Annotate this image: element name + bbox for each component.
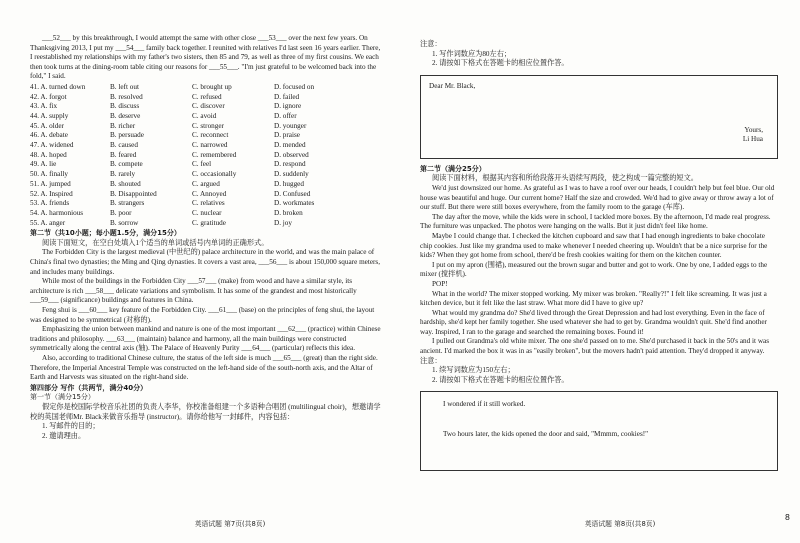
option-cell: D. respond	[274, 160, 306, 169]
section2-instructions: 阅读下面短文，在空白处填入1个适当的单词或括号内单词的正确形式。	[42, 238, 269, 247]
option-cell: 53. A. friends	[30, 199, 70, 208]
corner-page-number: 8	[784, 513, 790, 523]
option-row	[30, 93, 382, 103]
cloze-paragraph-end: ___52___ by this breakthrough, I would attempt the same with other close ___53___ over the next few years. On Thanksgiving 2013, I put my ___54___ family back together. I reunited with relatives I'd last seen 16 years earlier. There, I reestablished my relationships with my father's two sisters, then 85 and 79, as well as three of my first cousins. We each then took turns at the dining-room table citing our reasons for ___55___. "I'm just grateful to be welcomed back into the fold," I said.	[30, 34, 381, 81]
option-cell: C. reconnect	[192, 131, 229, 140]
option-row	[30, 219, 382, 229]
option-cell: 44. A. supply	[30, 112, 69, 121]
option-cell: C. discover	[192, 102, 225, 111]
option-cell: C. feel	[192, 160, 212, 169]
option-row	[30, 209, 382, 219]
story-paragraph: What would my grandma do? She'd lived through the Great Depression and had lost everything. Even in the face of hardship, she'd kept her family together. She used whatever she had to get by. Grandma wouldn't quit. She'd find another way. Inspired, I ran to the garage and searched the remaining boxes. Found it!	[420, 308, 767, 336]
option-cell: C. argued	[192, 179, 220, 188]
option-cell: D. joy	[274, 218, 292, 227]
part4-point-1: 1. 写邮件的目的；	[42, 422, 100, 431]
option-cell: B. sorrow	[110, 218, 139, 227]
option-cell: D. failed	[274, 92, 300, 101]
option-cell: B. rarely	[110, 170, 136, 179]
writing-sec2-instructions: 阅读下面材料，根据其内容和所给段落开头语续写两段，使之构成一篇完整的短文。	[432, 174, 698, 183]
option-cell: B. caused	[110, 141, 138, 150]
story-paragraph: I pulled out Grandma's old white mixer. The one she'd passed on to me. She'd purchased it back in the 50's and it was ancient. I'd marked the box it was in as "easily broken", but the movers hadn't paid attention. They'd dropped it anyway.	[420, 337, 770, 356]
option-row	[30, 170, 382, 180]
option-cell: B. discuss	[110, 102, 140, 111]
option-cell: D. focused on	[274, 82, 315, 91]
option-cell: D. observed	[274, 150, 309, 159]
option-cell: 49. A. lie	[30, 160, 57, 169]
option-cell: D. offer	[274, 112, 297, 121]
option-cell: D. workmates	[274, 199, 315, 208]
option-row	[30, 112, 382, 122]
option-cell: B. poor	[110, 208, 132, 217]
option-cell: C. refused	[192, 92, 222, 101]
option-cell: D. mended	[274, 141, 306, 150]
letter-closing: Yours,	[744, 125, 763, 134]
option-cell: D. younger	[274, 121, 307, 130]
option-cell: B. compete	[110, 160, 143, 169]
option-cell: 42. A. forgot	[30, 92, 67, 101]
note2-point-2: 2. 请按如下格式在答题卡的相应位置作答。	[432, 375, 569, 384]
option-cell: B. left out	[110, 82, 139, 91]
grammar-paragraph: Also, according to traditional Chinese culture, the status of the left side is much ___65___ (great) than the right side. Therefore, the Imperial Ancestral Temple was constructed on the left-hand side of the south-north axis, and the Altar of Earth and Harvests was situated on the right-hand side.	[30, 354, 378, 382]
story-passage	[420, 184, 778, 357]
story-paragraph: POP!	[432, 279, 448, 288]
note2-title: 注意：	[420, 356, 442, 365]
grammar-paragraph: While most of the buildings in the Forbidden City ___57___ (make) from wood and have a similar style, its architecture is rich ___58___ delicate variations and symbolism. It has some of the grandest and most historically ___59___ (significance) buildings and features in China.	[30, 277, 357, 305]
option-cell: C. avoid	[192, 112, 217, 121]
option-cell: B. strangers	[110, 199, 145, 208]
story-paragraph: Maybe I could change that. I checked the kitchen cupboard and saw that I had enough ingredients to bake chocolate chip cookies. Just like my grandma used to make whenever I needed cheering up. Wouldn't that be a nice surprise for the kids? When they got home from school, there'd be fresh cookies waiting for them on the kitchen counter.	[420, 231, 768, 260]
letter-greeting: Dear Mr. Black,	[429, 81, 476, 90]
option-cell: C. gratitude	[192, 218, 226, 227]
option-row	[30, 151, 382, 161]
option-cell: 55. A. anger	[30, 218, 66, 227]
note2-point-1: 1. 续写词数应为150左右；	[432, 366, 515, 375]
story-paragraph: The day after the move, while the kids were in school, I tackled more boxes. By the afternoon, I'd made real progress. The furniture was unpacked. The photos were hanging on the walls. But it just didn't feel like home.	[420, 212, 771, 231]
option-cell: D. praise	[274, 131, 300, 140]
cloze-options-table	[30, 83, 382, 228]
option-cell: C. occasionally	[192, 170, 237, 179]
letter-answer-box	[420, 75, 778, 159]
option-cell: B. shouted	[110, 179, 141, 188]
option-row	[30, 199, 382, 209]
grammar-paragraph: The Forbidden City is the largest medieval (中世纪的) palace architecture in the world, and was the main palace of China's final two dynasties; the Ming and Qing dynasties. It covers a vast area, ___56___ is about 150,000 square meters, and includes many buildings.	[30, 248, 381, 276]
option-row	[30, 180, 382, 190]
option-cell: D. hugged	[274, 179, 304, 188]
option-row	[30, 122, 382, 132]
right-footer: 英语试题 第8页(共8页)	[584, 520, 656, 529]
option-row	[30, 141, 382, 151]
continuation-answer-box	[420, 391, 778, 471]
grammar-passage	[30, 248, 382, 382]
option-cell: 48. A. hoped	[30, 150, 67, 159]
option-cell: D. ignore	[274, 102, 302, 111]
option-cell: B. deserve	[110, 112, 141, 121]
option-cell: 54. A. harmonious	[30, 208, 84, 217]
option-row	[30, 131, 382, 141]
part4-point-2: 2. 邀请理由。	[42, 431, 86, 440]
option-cell: C. Annoyed	[192, 189, 227, 198]
continuation-start-1: I wondered if it still worked.	[443, 400, 526, 409]
option-row	[30, 83, 382, 93]
option-cell: D. suddenly	[274, 170, 309, 179]
part4-title: 第四部分 写作（共两节，满分40分）	[30, 383, 148, 392]
option-cell: C. narrowed	[192, 141, 228, 150]
part4-task: 假定你是校国际学校音乐社团的负责人李华，你校准备组建一个多语种合唱团 (multilingual choir)，想邀请学校的英国老师Mr. Black来做音乐指导 (instructor)。请你给他写一封邮件，内容包括：	[30, 402, 381, 421]
note-point-1: 1. 写作词数应为80左右；	[432, 49, 512, 58]
option-cell: C. brought up	[192, 82, 232, 91]
option-cell: B. feared	[110, 150, 137, 159]
option-cell: 52. A. Inspired	[30, 189, 73, 198]
story-paragraph: I put on my apron (围裙), measured out the brown sugar and butter and got to work. One by one, I added eggs to the mixer (搅拌机).	[420, 260, 768, 279]
option-cell: 50. A. finally	[30, 170, 68, 179]
letter-name: Li Hua	[742, 135, 763, 144]
option-cell: B. persuade	[110, 131, 144, 140]
note-point-2: 2. 请按如下格式在答题卡的相应位置作答。	[432, 59, 569, 68]
story-paragraph: What in the world? The mixer stopped working. My mixer was broken. "Really?!" I felt like screaming. It was just a kitchen device, but it felt like the last straw. What more did I have to give up?	[420, 289, 767, 308]
option-cell: C. stronger	[192, 121, 224, 130]
left-footer: 英语试题 第7页(共8页)	[194, 520, 266, 529]
option-row	[30, 190, 382, 200]
option-cell: D. Confused	[274, 189, 311, 198]
note-title: 注意：	[420, 40, 442, 48]
option-cell: 51. A. jumped	[30, 179, 71, 188]
option-cell: D. broken	[274, 208, 303, 217]
grammar-paragraph: Emphasizing the union between mankind and nature is one of the most important ___62___ (practice) within Chinese traditions and philosophy. ___63___ (maintain) balance and harmony, all the main buildings were constructed symmetrically along the central axis (轴). The Palace of Heavenly Purity ___64___ (particular) reflects this idea.	[30, 325, 381, 353]
option-cell: 47. A. widened	[30, 141, 74, 150]
option-cell: C. remembered	[192, 150, 237, 159]
option-cell: C. nuclear	[192, 208, 222, 217]
section2-title: 第二节（共10小题；每小题1.5分，满分15分）	[30, 229, 181, 238]
writing-sec2-title: 第二节（满分25分）	[420, 164, 486, 173]
grammar-paragraph: Feng shui is ___60___ key feature of the Forbidden City. ___61___ (base) on the principles of feng shui, the layout was designed to be symmetrical (对称的).	[30, 306, 375, 324]
option-cell: 43. A. fix	[30, 102, 58, 111]
option-cell: B. richer	[110, 121, 136, 130]
part4-sec1-title: 第一节（满分15分）	[30, 393, 95, 402]
continuation-start-2: Two hours later, the kids opened the door and said, "Mmmm, cookies!"	[443, 430, 649, 439]
option-cell: C. relatives	[192, 199, 225, 208]
option-cell: 45. A. older	[30, 121, 64, 130]
option-cell: B. Disappointed	[110, 189, 157, 198]
right-page	[400, 0, 800, 543]
option-cell: 41. A. turned down	[30, 82, 86, 91]
story-paragraph: We'd just downsized our home. As grateful as I was to have a roof over our heads, I couldn't help but feel blue. Our old house was beautiful and huge. Our current home? Half the size and crowded. We'd had to give away or throw away a lot of our stuff. But there were still boxes everywhere, from the family room to the garage (车库).	[420, 183, 775, 212]
option-cell: 46. A. debate	[30, 131, 68, 140]
option-cell: B. resolved	[110, 92, 143, 101]
option-row	[30, 102, 382, 112]
option-row	[30, 160, 382, 170]
